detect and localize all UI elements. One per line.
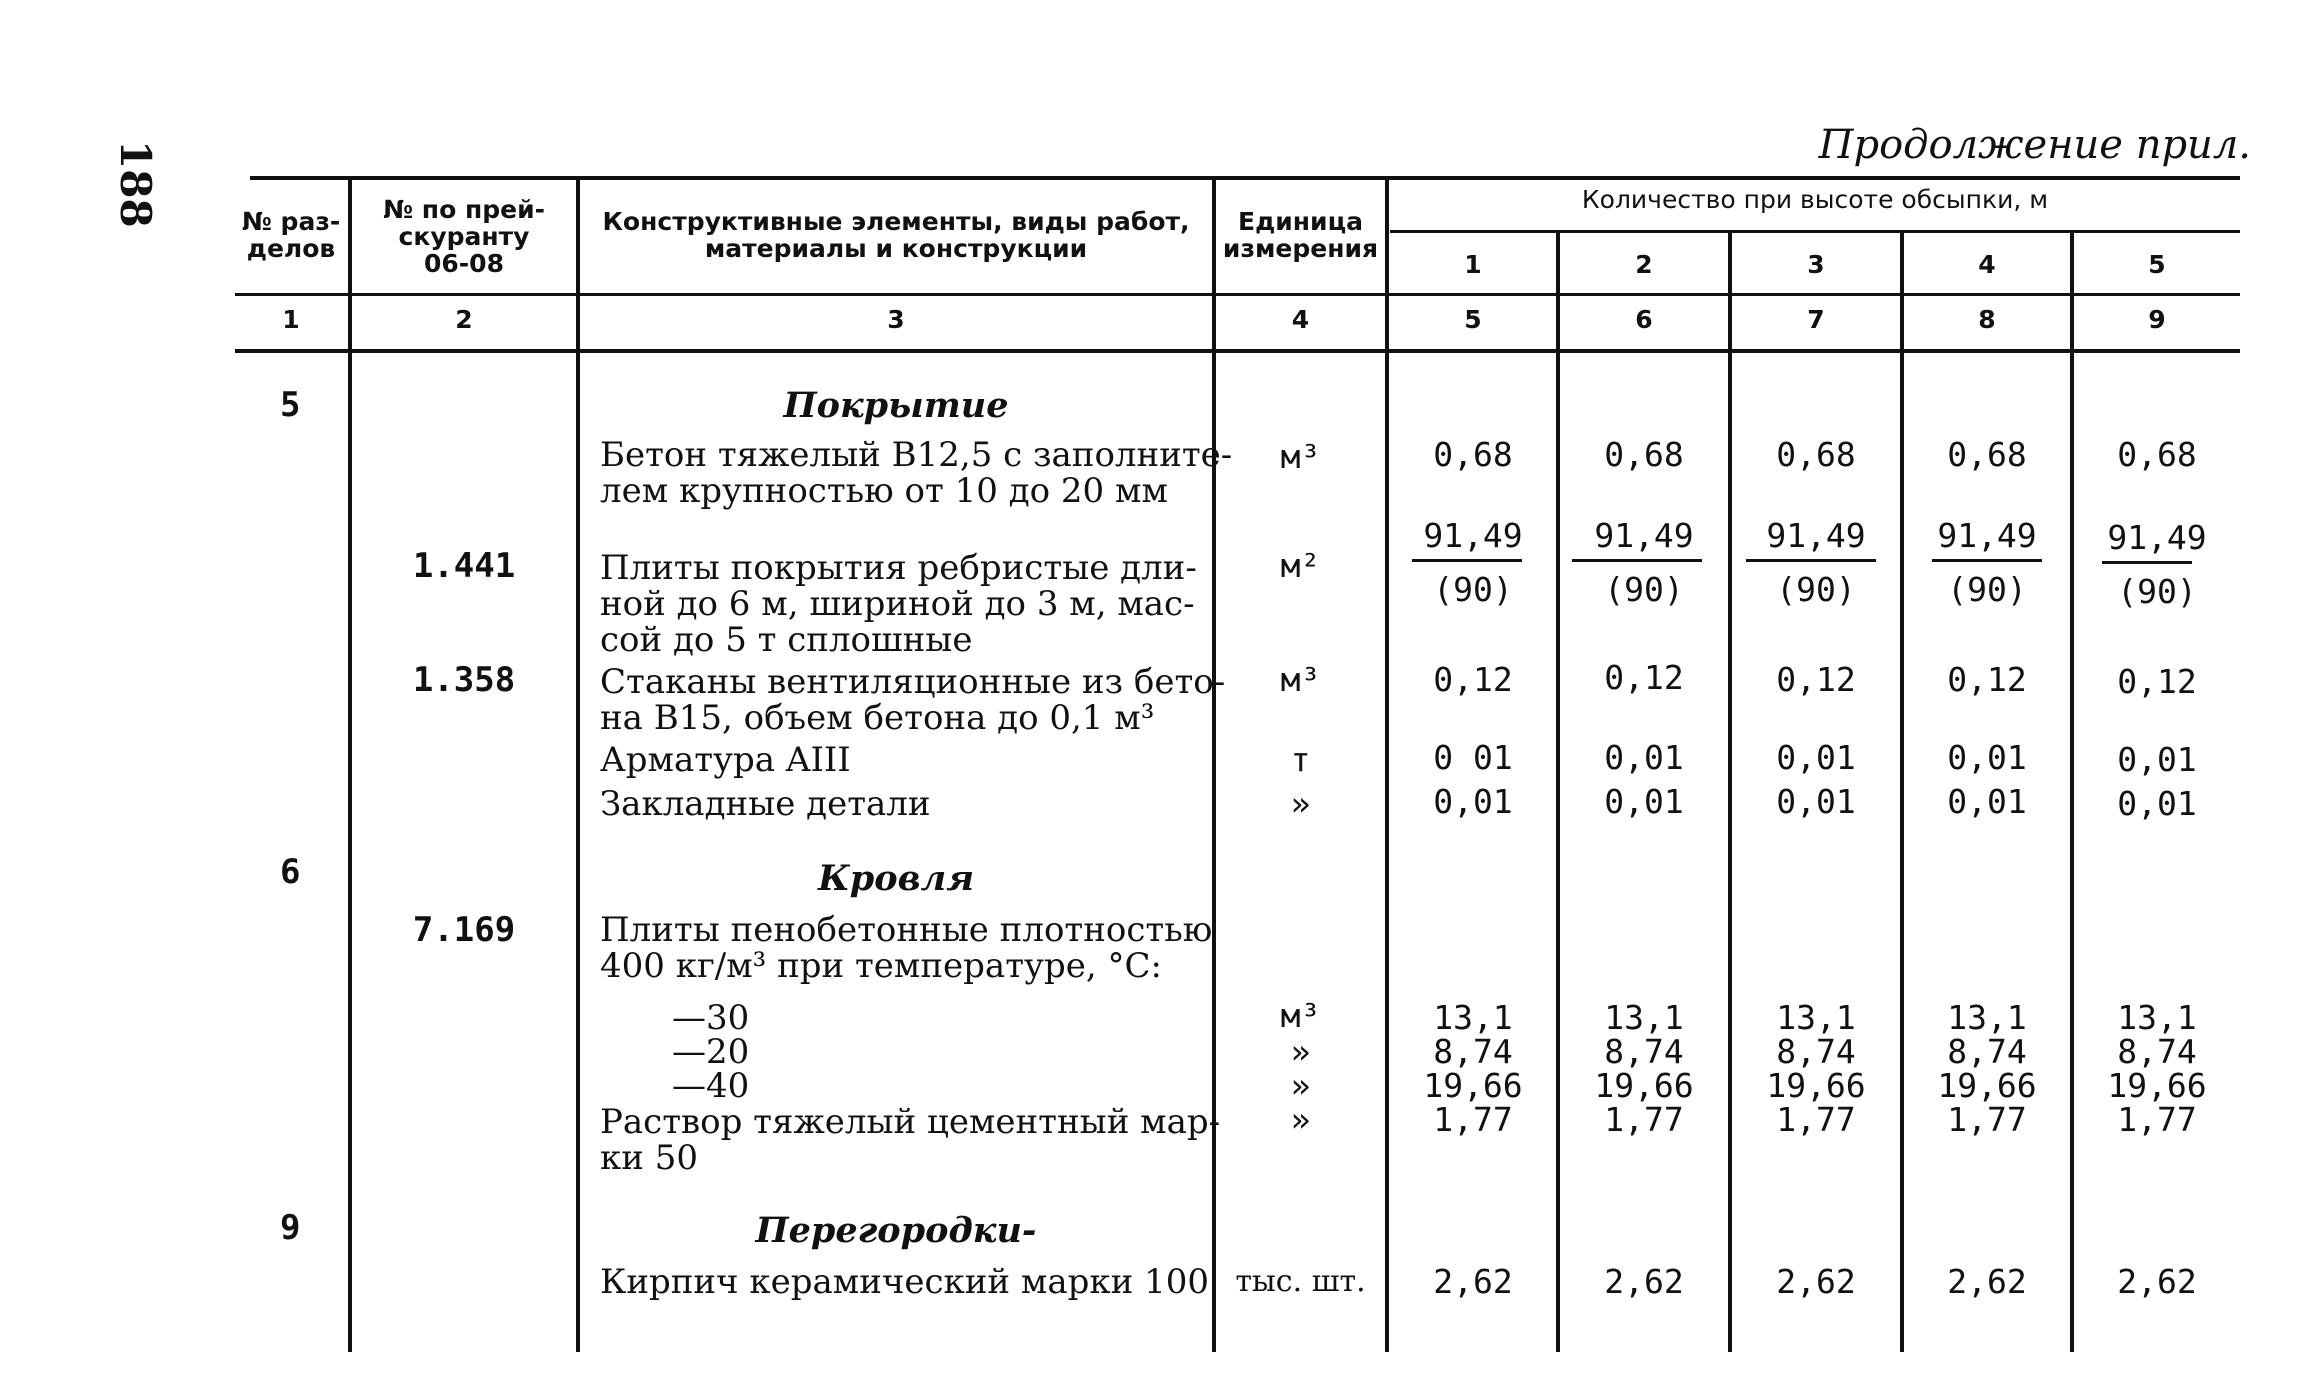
qty-group-rule xyxy=(1390,230,2240,233)
row-t40-v3: 19,66 xyxy=(1766,1066,1866,1105)
section-title-peregorodki: Перегородки- xyxy=(755,1210,1037,1251)
col-divider-3 xyxy=(1212,180,1216,1352)
row-t20-unit: » xyxy=(1290,1032,1311,1071)
row-zaklad-v4: 0,01 xyxy=(1947,782,2027,821)
header-bottom-rule xyxy=(235,293,2240,296)
row-penobeton-code: 7.169 xyxy=(412,910,516,950)
row-plity-num4: 91,49 xyxy=(1937,516,2037,555)
height-4: 4 xyxy=(1978,250,1996,279)
row-stakany-v5: 0,12 xyxy=(2117,662,2197,701)
colnum-bottom-rule xyxy=(235,349,2240,353)
row-armatura-v1: 0 01 xyxy=(1433,738,1513,777)
row-zaklad-v3: 0,01 xyxy=(1776,782,1856,821)
row-armatura-v2: 0,01 xyxy=(1604,738,1684,777)
height-2: 2 xyxy=(1635,250,1653,279)
height-1: 1 xyxy=(1464,250,1482,279)
col-divider-4 xyxy=(1385,180,1389,1352)
row-t30-v5: 13,1 xyxy=(2117,998,2197,1037)
row-t30-v2: 13,1 xyxy=(1604,998,1684,1037)
page-number: 188 xyxy=(111,140,160,228)
row-stakany-v3: 0,12 xyxy=(1776,660,1856,699)
row-rastvor-unit: » xyxy=(1290,1100,1311,1139)
row-plity-frac5 xyxy=(2102,561,2192,564)
row-beton-v4: 0,68 xyxy=(1947,435,2027,474)
row-t40-unit: » xyxy=(1290,1066,1311,1105)
row-zaklad-desc: Закладные детали xyxy=(600,784,931,824)
row-plity-code: 1.441 xyxy=(412,546,516,586)
row-plity-frac1 xyxy=(1412,559,1522,562)
row-rastvor-v5: 1,77 xyxy=(2117,1100,2197,1139)
row-beton-v3: 0,68 xyxy=(1776,435,1856,474)
row-plity-num3: 91,49 xyxy=(1766,516,1866,555)
row-plity-frac4 xyxy=(1932,559,2042,562)
colnum-2: 2 xyxy=(455,305,473,334)
row-beton-desc: Бетон тяжелый B12,5 с заполните- лем крупностью от 10 до 20 мм xyxy=(600,435,1233,511)
row-armatura-v3: 0,01 xyxy=(1776,738,1856,777)
row-t20-v3: 8,74 xyxy=(1776,1032,1856,1071)
row-t20-desc: —20 xyxy=(672,1032,750,1072)
row-plity-den3: (90) xyxy=(1776,570,1856,609)
row-plity-unit: м² xyxy=(1280,546,1321,585)
row-t20-v5: 8,74 xyxy=(2117,1032,2197,1071)
row-t20-v4: 8,74 xyxy=(1947,1032,2027,1071)
colnum-9: 9 xyxy=(2148,305,2166,334)
section-title-pokrytie: Покрытие xyxy=(783,385,1009,426)
row-t20-v2: 8,74 xyxy=(1604,1032,1684,1071)
row-t40-v5: 19,66 xyxy=(2107,1066,2207,1105)
row-t40-desc: —40 xyxy=(672,1066,750,1106)
row-armatura-desc: Арматура AIII xyxy=(600,740,851,780)
row-plity-num2: 91,49 xyxy=(1594,516,1694,555)
header-col4: Единица измерения xyxy=(1222,207,1379,263)
table-top-rule xyxy=(250,176,2240,180)
row-kirpich-v4: 2,62 xyxy=(1947,1262,2027,1301)
row-beton-v2: 0,68 xyxy=(1604,435,1684,474)
col-divider-2 xyxy=(576,180,580,1352)
row-armatura-v4: 0,01 xyxy=(1947,738,2027,777)
row-plity-den2: (90) xyxy=(1604,570,1684,609)
row-t30-v3: 13,1 xyxy=(1776,998,1856,1037)
height-3: 3 xyxy=(1807,250,1825,279)
row-t40-v1: 19,66 xyxy=(1423,1066,1523,1105)
section-title-krovlya: Кровля xyxy=(817,858,975,899)
row-kirpich-desc: Кирпич керамический марки 100 xyxy=(600,1262,1209,1302)
row-plity-num5: 91,49 xyxy=(2107,518,2207,557)
row-beton-v5: 0,68 xyxy=(2117,435,2197,474)
row-plity-den4: (90) xyxy=(1947,570,2027,609)
row-plity-desc: Плиты покрытия ребристые дли- ной до 6 м, шириной до 3 м, мас- сой до 5 т сплошные xyxy=(600,548,1197,660)
height-5: 5 xyxy=(2148,250,2166,279)
row-stakany-v1: 0,12 xyxy=(1433,660,1513,699)
row-stakany-v4: 0,12 xyxy=(1947,660,2027,699)
header-col3: Конструктивные элементы, виды работ, материалы и конструкции xyxy=(602,207,1190,263)
row-rastvor-v4: 1,77 xyxy=(1947,1100,2027,1139)
row-zaklad-unit: » xyxy=(1290,784,1311,823)
colnum-8: 8 xyxy=(1978,305,1996,334)
row-t40-v2: 19,66 xyxy=(1594,1066,1694,1105)
continuation-title: Продолжение прил. xyxy=(1818,122,2251,168)
row-t20-v1: 8,74 xyxy=(1433,1032,1513,1071)
row-rastvor-v2: 1,77 xyxy=(1604,1100,1684,1139)
row-kirpich-v5: 2,62 xyxy=(2117,1262,2197,1301)
row-penobeton-desc: Плиты пенобетонные плотностью 400 кг/м³ при температуре, °С: xyxy=(600,910,1213,986)
row-plity-den1: (90) xyxy=(1433,570,1513,609)
section-number-9: 9 xyxy=(280,1208,301,1248)
row-plity-num1: 91,49 xyxy=(1423,516,1523,555)
row-kirpich-v2: 2,62 xyxy=(1604,1262,1684,1301)
colnum-7: 7 xyxy=(1807,305,1825,334)
row-t30-desc: —30 xyxy=(672,998,750,1038)
section-number-5: 5 xyxy=(280,385,301,425)
row-rastvor-desc: Раствор тяжелый цементный мар- ки 50 xyxy=(600,1102,1221,1178)
row-plity-den5: (90) xyxy=(2117,572,2197,611)
colnum-4: 4 xyxy=(1291,305,1310,334)
row-zaklad-v5: 0,01 xyxy=(2117,784,2197,823)
row-armatura-unit: т xyxy=(1290,740,1311,779)
row-stakany-desc: Стаканы вентиляционные из бето- на B15, объем бетона до 0,1 м³ xyxy=(600,662,1226,738)
row-rastvor-v3: 1,77 xyxy=(1776,1100,1856,1139)
row-armatura-v5: 0,01 xyxy=(2117,740,2197,779)
row-kirpich-v1: 2,62 xyxy=(1433,1262,1513,1301)
row-t30-unit: м³ xyxy=(1280,996,1321,1035)
row-kirpich-v3: 2,62 xyxy=(1776,1262,1856,1301)
row-rastvor-v1: 1,77 xyxy=(1433,1100,1513,1139)
row-zaklad-v2: 0,01 xyxy=(1604,782,1684,821)
row-beton-v1: 0,68 xyxy=(1433,435,1513,474)
col-divider-1 xyxy=(348,180,352,1352)
header-col1: № раз- делов xyxy=(241,207,341,263)
row-t30-v1: 13,1 xyxy=(1433,998,1513,1037)
row-beton-unit: м³ xyxy=(1280,437,1321,476)
header-qty-group: Количество при высоте обсыпки, м xyxy=(1581,185,2049,214)
row-stakany-code: 1.358 xyxy=(412,660,516,700)
colnum-5: 5 xyxy=(1464,305,1482,334)
row-plity-frac3 xyxy=(1746,559,1876,562)
header-col2: № по прей- скуранту 06-08 xyxy=(383,195,545,278)
row-zaklad-v1: 0,01 xyxy=(1433,782,1513,821)
row-kirpich-unit: тыс. шт. xyxy=(1235,1264,1366,1299)
row-t40-v4: 19,66 xyxy=(1937,1066,2037,1105)
colnum-3: 3 xyxy=(887,305,905,334)
section-number-6: 6 xyxy=(280,852,301,892)
colnum-1: 1 xyxy=(282,305,300,334)
row-stakany-unit: м³ xyxy=(1280,660,1321,699)
row-plity-frac2 xyxy=(1572,559,1702,562)
row-t30-v4: 13,1 xyxy=(1947,998,2027,1037)
colnum-6: 6 xyxy=(1635,305,1653,334)
row-stakany-v2: 0,12 xyxy=(1604,658,1684,697)
